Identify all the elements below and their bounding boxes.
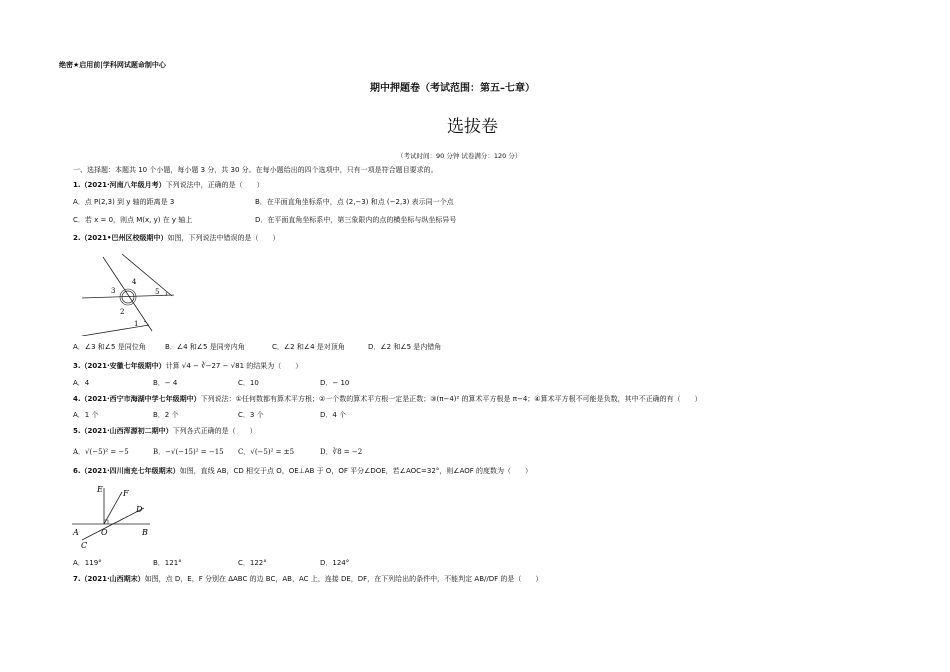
exam-info: （考试时间：90 分钟 试卷满分：120 分） [397,152,522,160]
question-number: 1. [73,181,81,189]
point-label-d: D [136,505,143,514]
point-label-e: E [97,485,103,494]
question-source: （2021·四川南充七年级期末） [80,467,180,475]
q4-option-a: A．1 个 [73,411,99,419]
question-stem: 如图，下列说法中错误的是（ ） [167,234,280,242]
q5-option-b: B．−√(−15)² = −15 [153,448,224,456]
q6-option-c: C．122° [238,559,267,567]
exam-title: 期中押题卷（考试范围：第五–七章） [370,83,535,94]
question-stem: 如图，点 D，E，F 分别在 ΔABC 的边 BC，AB，AC 上，连接 DE，DF，在下列给出的条件中，不能判定 AB//DF 的是（ ） [144,575,543,583]
question-stem: 计算 √4 − ∛−27 − √81 的结果为（ ） [165,362,303,370]
question-number: 5. [73,427,81,435]
question-source: （2021•巴州区校级期中） [80,234,168,242]
q1-option-a: A．点 P(2,3) 到 y 轴的距离是 3 [73,198,175,206]
q6-option-a: A．119° [73,559,102,567]
question-stem: 下列说法中，正确的是（ ） [165,181,264,189]
question-1 [73,180,264,190]
question-number: 2. [73,234,81,242]
intersecting-lines-figure [70,482,160,552]
point-label-f: F [123,489,129,498]
angle-label-4: 4 [132,278,137,286]
question-5 [73,426,257,436]
q3-option-b: B．− 4 [153,379,178,387]
q1-option-c: C．若 x = 0，则点 M(x, y) 在 y 轴上 [73,216,193,224]
question-6 [73,466,532,476]
exam-subtitle: 选拔卷 [447,117,498,137]
point-label-o: O [101,528,108,537]
question-number: 4. [73,395,81,403]
q1-option-d: D．在平面直角坐标系中，第三象限内的点的横坐标与纵坐标异号 [255,216,457,224]
point-label-b: B [142,528,148,537]
question-stem: 下列各式正确的是（ ） [172,427,257,435]
angle-label-1: 1 [134,320,139,328]
point-label-c: C [81,541,88,550]
q1-option-b: B．在平面直角坐标系中，点 (2,−3) 和点 (−2,3) 表示同一个点 [255,198,454,206]
q3-option-d: D．− 10 [320,379,350,387]
question-number: 7. [73,575,81,583]
question-source: （2021·河南八年级月考） [80,181,166,189]
question-number: 6. [73,467,81,475]
section-instructions: 一、选择题：本题共 10 个小题，每小题 3 分，共 30 分。在每小题给出的四个选项中，只有一项是符合题目要求的。 [73,166,438,174]
q3-option-c: C．10 [238,379,259,387]
q2-option-d: D．∠2 和∠5 是内错角 [368,343,442,351]
question-source: （2021·安徽七年级期中） [80,362,166,370]
question-3 [73,361,302,371]
question-source: （2021·西宁市海湖中学七年级期中） [80,395,201,403]
q3-option-a: A．4 [73,379,90,387]
angle-label-2: 2 [120,308,125,316]
q6-option-b: B．121° [153,559,182,567]
secret-line: 绝密★启用前|学科网试题命制中心 [59,61,166,69]
q4-option-d: D．4 个 [320,411,347,419]
question-number: 3. [73,362,81,370]
q2-option-c: C．∠2 和∠4 是对顶角 [272,343,345,351]
q5-option-a: A．√(−5)² = −5 [73,448,129,456]
question-stem: 下列说法：①任何数都有算术平方根；②一个数的算术平方根一定是正数；③(π−4)² 的算术平方根是 π−4；④算术平方根不可能是负数，其中不正确的有（ ） [200,395,702,403]
q4-option-c: C．3 个 [238,411,264,419]
question-source: （2021·山西浑源初二期中） [80,427,173,435]
angles-figure [80,252,180,336]
question-7 [73,574,542,584]
q4-option-b: B．2 个 [153,411,179,419]
question-2 [73,233,280,243]
angle-label-3: 3 [111,287,116,295]
question-stem: 如图，直线 AB，CD 相交于点 O，OE⊥AB 于 O，OF 平分∠DOE，若∠AOC=32°，则∠AOF 的度数为（ ） [179,467,532,475]
angle-label-5: 5 [155,288,160,296]
question-source: （2021·山西期末） [80,575,145,583]
q2-option-b: B．∠4 和∠5 是同旁内角 [165,343,245,351]
question-4 [73,394,702,404]
q5-option-c: C．√(−5)² = ±5 [238,448,295,456]
q5-option-d: D．∛8 = −2 [320,448,363,456]
point-label-a: A [73,528,79,537]
q2-option-a: A．∠3 和∠5 是同位角 [73,343,146,351]
q6-option-d: D．124° [320,559,350,567]
